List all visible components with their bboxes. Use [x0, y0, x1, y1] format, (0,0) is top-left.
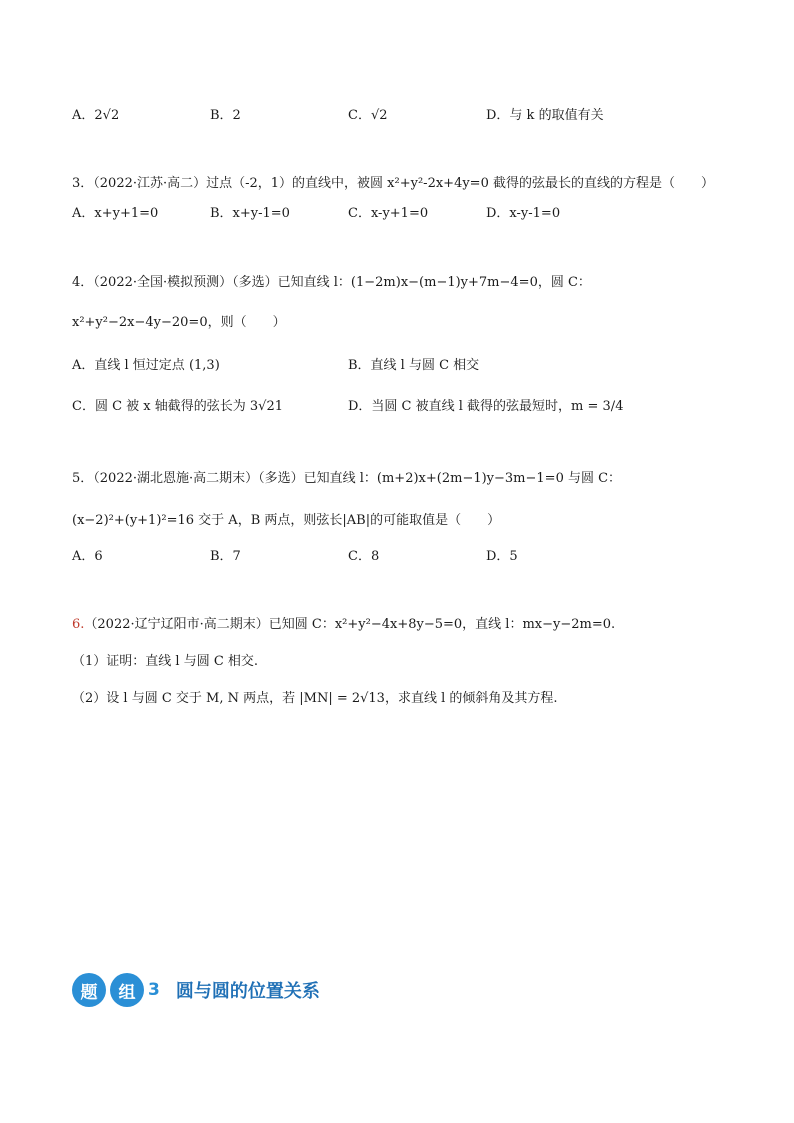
section-badge-zu: 组 [110, 973, 144, 1007]
q5-option-a: A．6 [72, 549, 103, 564]
q5-stem-line1: 5．（2022·湖北恩施·高二期末）（多选）已知直线 l：(m+2)x+(2m−1)y−3m−1=0 与圆 C： [72, 471, 622, 486]
q6-part2: （2）设 l 与圆 C 交于 M, N 两点，若 |MN| = 2√13，求直线 l 的倾斜角及其方程. [72, 691, 558, 706]
q3-stem: 3．（2022·江苏·高二）过点（-2，1）的直线中，被圆 x²+y²-2x+4y=0 截得的弦最长的直线的方程是（ ） [72, 176, 714, 191]
q6-stem-line [72, 616, 615, 634]
section-header [72, 972, 320, 1008]
q5-stem-line2: (x−2)²+(y+1)²=16 交于 A，B 两点，则弦长|AB|的可能取值是（ ） [72, 513, 501, 528]
q4-option-d: D．当圆 C 被直线 l 截得的弦最短时，m = 3/4 [348, 399, 624, 414]
q2-option-c: C．√2 [348, 108, 388, 123]
q2-option-b: B．2 [210, 108, 241, 123]
q5-option-d: D．5 [486, 549, 518, 564]
q2-option-a: A．2√2 [72, 108, 120, 123]
q4-option-b: B．直线 l 与圆 C 相交 [348, 358, 480, 373]
q3-option-d: D．x-y-1=0 [486, 206, 561, 221]
q6-stem: （2022·辽宁辽阳市·高二期末）已知圆 C：x²+y²−4x+8y−5=0，直线 l：mx−y−2m=0. [84, 617, 616, 632]
q4-option-c: C．圆 C 被 x 轴截得的弦长为 3√21 [72, 399, 283, 414]
q6-number: 6. [72, 617, 85, 632]
q4-stem-line2: x²+y²−2x−4y−20=0，则（ ） [72, 315, 286, 330]
q3-option-b: B．x+y-1=0 [210, 206, 290, 221]
q6-part1: （1）证明：直线 l 与圆 C 相交. [72, 654, 259, 669]
q3-option-a: A．x+y+1=0 [72, 206, 159, 221]
section-badge-ti: 题 [72, 973, 106, 1007]
q2-option-d: D．与 k 的取值有关 [486, 108, 604, 123]
q4-option-a: A．直线 l 恒过定点 (1,3) [72, 358, 220, 373]
q5-option-c: C．8 [348, 549, 380, 564]
q3-option-c: C．x-y+1=0 [348, 206, 429, 221]
q5-option-b: B．7 [210, 549, 241, 564]
q4-stem-line1: 4．（2022·全国·模拟预测）（多选）已知直线 l：(1−2m)x−(m−1)y+7m−4=0，圆 C： [72, 275, 591, 290]
section-number: 3 [148, 980, 160, 1000]
section-title: 圆与圆的位置关系 [175, 981, 320, 1002]
